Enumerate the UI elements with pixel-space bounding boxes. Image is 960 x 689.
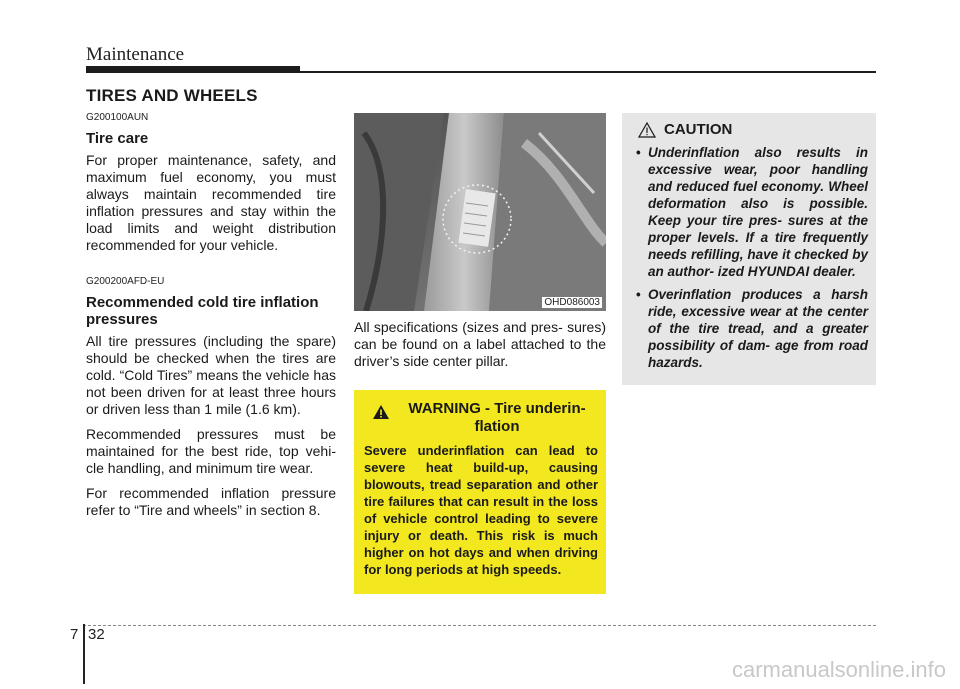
chapter-number: 7 [70, 626, 79, 643]
caution-triangle-icon [638, 122, 656, 138]
label-location-caption: All specifications (sizes and pres- sures) can be found on a label attached to the driver’s side center pillar. [354, 319, 606, 369]
door-pillar-illustration [354, 113, 606, 311]
left-column [86, 112, 336, 527]
caution-list [630, 144, 868, 371]
footer-separator [83, 624, 85, 684]
caution-item-underinflation: • Underinflation also results in excessive wear, poor handling and reduced fuel economy. Wheel deformation also is possible. Keep your tire pres- sures at the proper levels. If a tire frequently needs refilling, have it checked by an author- ized HYUNDAI dealer. [636, 145, 868, 279]
heading-tire-care: Tire care [86, 130, 149, 147]
caution-item-overinflation: • Overinflation produces a harsh ride, excessive wear at the center of the tire tread, and a greater possibility of dam- age from road hazards. [636, 287, 868, 370]
paragraph-cold-tires: All tire pressures (including the spare) should be checked when the tires are cold. “Cold Tires” means the vehicle has not been driven for at least three hours or driven less than 1 mile (1.6 km). [86, 333, 336, 417]
warning-text: Severe underinflation can lead to severe heat build-up, causing blowouts, tread separation and other tire failures that can result in the loss of vehicle control leading to severe injury or death. This risk is much higher on hot days and when driving for long periods at high speeds. [364, 443, 598, 577]
middle-column [354, 113, 606, 370]
warning-box [354, 390, 606, 594]
image-reference-code: OHD086003 [544, 297, 600, 308]
section-code-2: G200200AFD-EU [86, 276, 165, 287]
watermark: carmanualsonline.info [731, 657, 946, 682]
tire-label-photo [354, 113, 606, 311]
caution-box [622, 113, 876, 385]
warning-title: WARNING - Tire underin- flation [408, 400, 586, 435]
section-code-1: G200100AUN [86, 112, 149, 123]
header-bar-thick [86, 66, 300, 73]
paragraph-tire-care: For proper maintenance, safety, and maximum fuel economy, you must always maintain recommended tire inflation pressures and stay within the load limits and weight distribution recommended for your vehicle. [86, 152, 336, 253]
header-title: Maintenance [86, 44, 185, 65]
section-title: TIRES AND WHEELS [86, 86, 258, 105]
caution-title: CAUTION [664, 121, 733, 138]
paragraph-recommended-pressures: Recommended pressures must be maintained for the best ride, top vehi- cle handling, and minimum tire wear. [86, 426, 336, 476]
paragraph-reference: For recommended inflation pressure refer to “Tire and wheels” in section 8. [86, 485, 336, 518]
warning-triangle-icon [372, 404, 390, 420]
footer-rule [83, 625, 876, 626]
page-number: 32 [88, 626, 105, 643]
heading-cold-pressures: Recommended cold tire inflation pressures [86, 294, 319, 328]
header-bar-thin [300, 71, 876, 73]
